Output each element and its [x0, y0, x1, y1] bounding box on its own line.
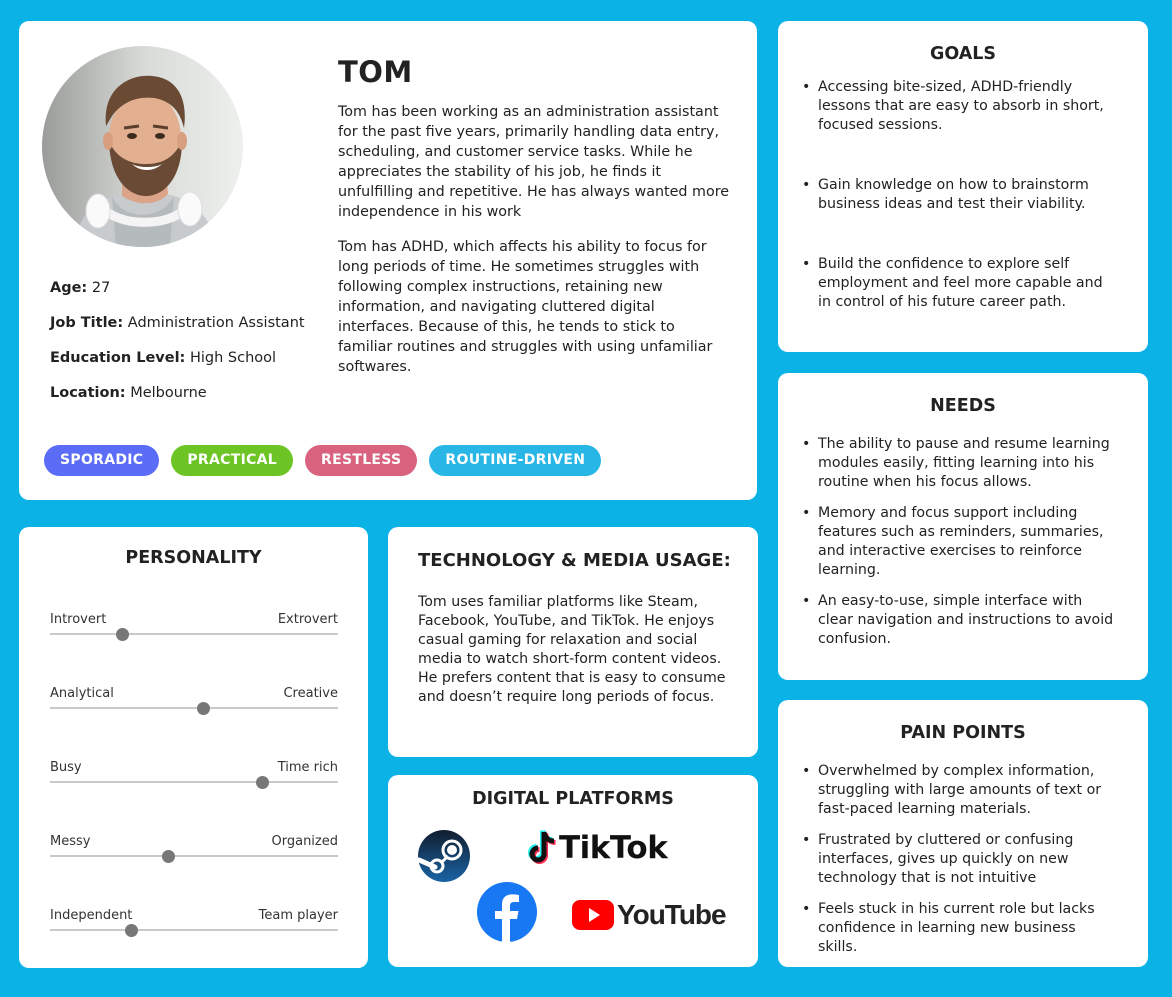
slider-analytical-creative: Analytical Creative	[50, 686, 338, 760]
slider-introvert-extrovert: Introvert Extrovert	[50, 612, 338, 686]
tiktok-wordmark: TikTok	[559, 830, 668, 866]
bio-paragraph: Tom has ADHD, which affects his ability to focus for long periods of time. He sometimes struggles with following complex instructions, retaining new information, and navigating cluttered digital interfaces. Because of this, he tends to stick to familiar routines and struggles with using unfamiliar softwares.	[338, 239, 713, 375]
list-item: • Frustrated by cluttered or confusing interfaces, gives up quickly on new technology that is not intuitive	[802, 831, 1118, 888]
avatar	[42, 46, 243, 247]
slider-busy-time-rich: Busy Time rich	[50, 760, 338, 834]
needs-list	[778, 435, 1148, 649]
slider-knob	[162, 850, 175, 863]
platforms-title: DIGITAL PLATFORMS	[472, 789, 674, 809]
bio-paragraph: Tom has been working as an administration assistant for the past five years, primarily handling data entry, scheduling, and customer service tasks. While he appreciates the stability of his job, he finds it unfulfilling and repetitive. He has always wanted more independence in his work	[338, 104, 730, 220]
slider-track	[50, 781, 338, 783]
technology-text: Tom uses familiar platforms like Steam, Facebook, YouTube, and TikTok. He enjoys casual gaming for relaxation and social media to watch short-form content videos. He prefers content that is easy to consume and doesn’t require long periods of focus.	[418, 594, 726, 705]
list-item: • Feels stuck in his current role but lacks confidence in learning new business skills.	[802, 900, 1118, 957]
list-item: • Gain knowledge on how to brainstorm business ideas and test their viability.	[802, 176, 1118, 214]
fact-job-title: Job Title: Administration Assistant	[50, 315, 305, 331]
list-item: • Memory and focus support including features such as reminders, summaries, and interactive exercises to reinforce learning.	[802, 504, 1118, 580]
personality-sliders	[50, 612, 338, 982]
tag-routine-driven: ROUTINE-DRIVEN	[429, 445, 601, 476]
slider-track	[50, 707, 338, 709]
technology-card	[388, 527, 758, 757]
fact-education: Education Level: High School	[50, 350, 277, 366]
technology-title: TECHNOLOGY & MEDIA USAGE:	[418, 550, 731, 571]
slider-knob	[116, 628, 129, 641]
steam-icon	[417, 829, 471, 883]
slider-track	[50, 929, 338, 931]
profile-facts	[50, 278, 305, 418]
list-item: • Build the confidence to explore self employment and feel more capable and in control of his future career path.	[802, 255, 1118, 312]
tag-sporadic: SPORADIC	[44, 445, 159, 476]
slider-track	[50, 855, 338, 857]
fact-location: Location: Melbourne	[50, 385, 207, 401]
platforms-card	[388, 775, 758, 967]
goals-card	[778, 21, 1148, 352]
list-item: • Accessing bite-sized, ADHD-friendly lessons that are easy to absorb in short, focused sessions.	[802, 78, 1118, 135]
needs-title: NEEDS	[930, 396, 996, 416]
slider-independent-team-player: Independent Team player	[50, 908, 338, 982]
persona-bio	[338, 102, 733, 392]
avatar-photo	[42, 46, 243, 247]
profile-card	[19, 21, 757, 500]
tag-restless: RESTLESS	[305, 445, 417, 476]
goals-title: GOALS	[929, 44, 997, 64]
slider-knob	[256, 776, 269, 789]
fact-age: Age: 27	[50, 280, 111, 296]
pain-points-card	[778, 700, 1148, 967]
pain-points-title: PAIN POINTS	[900, 723, 1026, 743]
list-item: • Overwhelmed by complex information, struggling with large amounts of text or fast-paced learning materials.	[802, 762, 1118, 819]
goals-list	[778, 78, 1148, 312]
slider-track	[50, 633, 338, 635]
slider-knob	[197, 702, 210, 715]
personality-card	[19, 527, 368, 968]
persona-name: TOM	[338, 55, 413, 89]
personality-title: PERSONALITY	[125, 548, 262, 568]
youtube-logo	[572, 899, 726, 931]
needs-card	[778, 373, 1148, 680]
trait-tags	[44, 445, 601, 476]
tiktok-logo	[527, 830, 667, 866]
list-item: • The ability to pause and resume learning modules easily, fitting learning into his routine when his focus allows.	[802, 435, 1118, 492]
youtube-icon	[572, 900, 614, 930]
list-item: • An easy-to-use, simple interface with clear navigation and instructions to avoid confusion.	[802, 592, 1118, 649]
tiktok-icon	[527, 830, 559, 866]
slider-knob	[125, 924, 138, 937]
pain-points-list	[778, 762, 1148, 957]
youtube-wordmark: YouTube	[617, 899, 726, 930]
facebook-icon	[477, 882, 537, 942]
slider-messy-organized: Messy Organized	[50, 834, 338, 908]
tag-practical: PRACTICAL	[171, 445, 293, 476]
